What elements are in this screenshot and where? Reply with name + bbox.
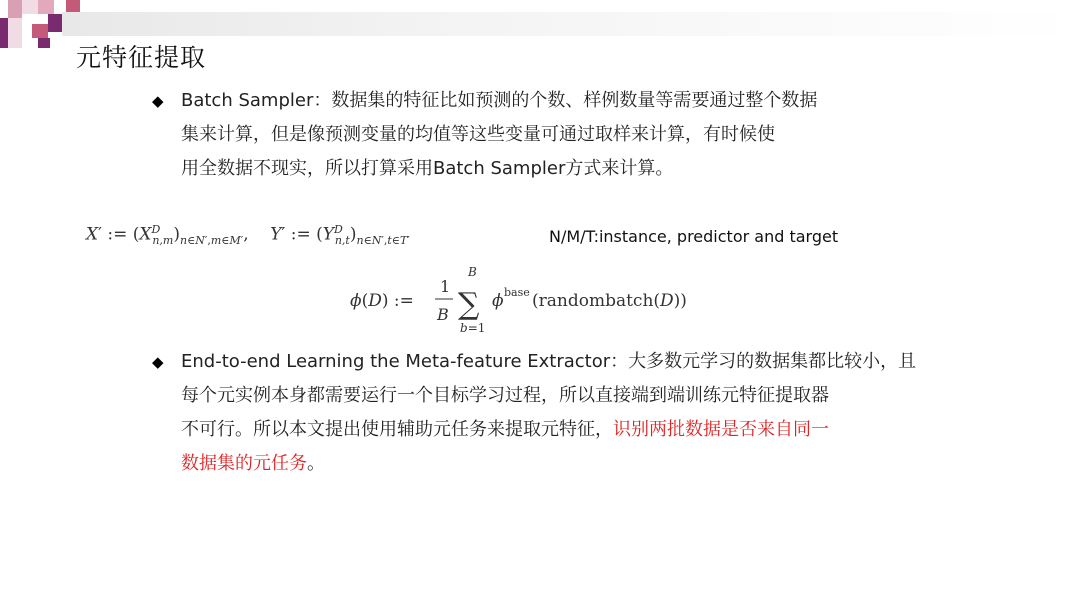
svg-text:ϕ(D) :=: ϕ(D) := bbox=[350, 291, 414, 311]
bullet-text: End-to-end Learning the Meta-feature Extractor：大多数元学习的数据集都比较小，且 bbox=[181, 351, 917, 372]
bullet-line bbox=[152, 447, 982, 481]
bullet-line: 集来计算，但是像预测变量的均值等这些变量可通过取样来计算，有时候使 bbox=[181, 124, 775, 145]
phi-formula-graphic bbox=[350, 264, 710, 334]
formula-note: N/M/T:instance, predictor and target bbox=[549, 227, 839, 246]
bullet-end-to-end bbox=[152, 345, 982, 481]
bullet-line bbox=[152, 413, 982, 447]
svg-text:1: 1 bbox=[440, 277, 451, 296]
highlight-text: 数据集的元任务 bbox=[181, 453, 307, 474]
svg-text:base: base bbox=[504, 286, 530, 299]
bullet-text: 不可行。所以本文提出使用辅助元任务来提取元特征， bbox=[181, 419, 613, 440]
highlight-text: 识别两批数据是否来自同一 bbox=[613, 419, 829, 440]
svg-text:ϕ: ϕ bbox=[492, 291, 504, 311]
svg-text:(randombatch(D)): (randombatch(D)) bbox=[532, 291, 687, 311]
svg-text:∑: ∑ bbox=[458, 287, 480, 322]
svg-text:b=1: b=1 bbox=[460, 321, 486, 334]
diamond-bullet-icon: ◆ bbox=[152, 92, 164, 110]
slide-title: 元特征提取 bbox=[76, 43, 207, 72]
bullet-line: 每个元实例本身都需要运行一个目标学习过程，所以直接端到端训练元特征提取器 bbox=[181, 385, 829, 406]
bullet-batch-sampler bbox=[152, 84, 952, 186]
header-bar bbox=[62, 12, 1080, 36]
bullet-line bbox=[152, 345, 982, 379]
svg-text:B: B bbox=[468, 265, 477, 279]
svg-text:B: B bbox=[437, 305, 449, 324]
bullet-text: Batch Sampler：数据集的特征比如预测的个数、样例数量等需要通过整个数据 bbox=[181, 90, 818, 111]
formula-phi bbox=[350, 264, 710, 339]
diamond-bullet-icon: ◆ bbox=[152, 353, 164, 371]
bullet-line bbox=[152, 84, 952, 118]
bullet-text: 。 bbox=[307, 453, 325, 474]
bullet-line: 用全数据不现实，所以打算采用Batch Sampler方式来计算。 bbox=[181, 158, 674, 179]
formula-definitions: X′ := $(X^D_{n,m})_{n\in N',m\in M'}$, Y′ := $(Y^D_{n,t})_{n\in N',t\in T'}$ bbox=[86, 223, 410, 248]
